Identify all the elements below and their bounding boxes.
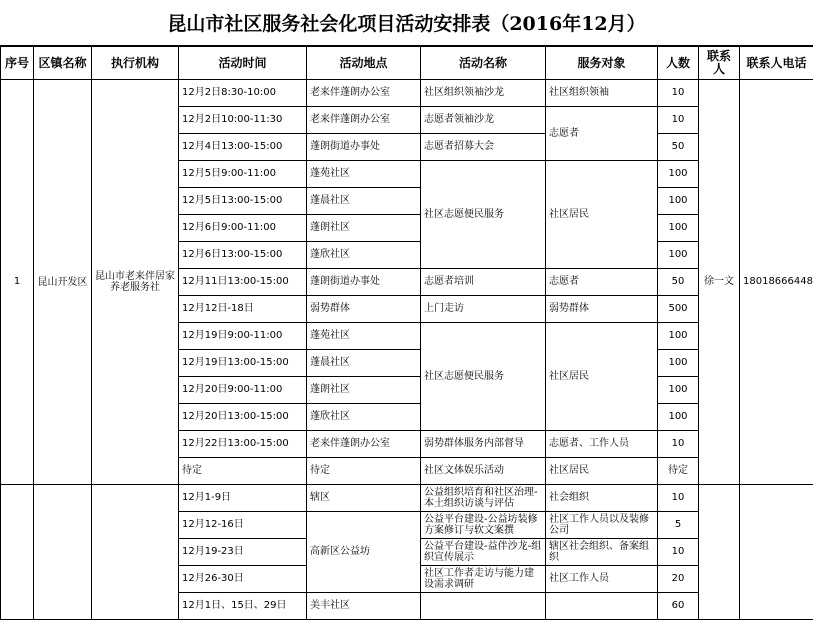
target-cell: 社区居民 [546, 458, 658, 485]
place-cell: 蓬欣社区 [307, 242, 421, 269]
activity-cell: 社区工作者走访与能力建设需求调研 [421, 566, 546, 593]
place-cell: 待定 [307, 458, 421, 485]
time-cell: 12月2日8:30-10:00 [179, 80, 307, 107]
activity-cell: 公益组织培育和社区治理-本土组织访谈与评估 [421, 485, 546, 512]
header-cell: 联系人 [699, 47, 740, 80]
count-cell: 10 [658, 485, 699, 512]
target-cell: 志愿者、工作人员 [546, 431, 658, 458]
activity-cell: 社区志愿便民服务 [421, 161, 546, 269]
time-cell: 12月19日9:00-11:00 [179, 323, 307, 350]
count-cell: 100 [658, 242, 699, 269]
count-cell: 100 [658, 188, 699, 215]
activity-cell: 社区志愿便民服务 [421, 323, 546, 431]
count-cell: 100 [658, 215, 699, 242]
place-cell: 辖区 [307, 485, 421, 512]
place-cell: 蓬苑社区 [307, 161, 421, 188]
activity-cell: 弱势群体服务内部督导 [421, 431, 546, 458]
header-cell: 联系人电话 [740, 47, 813, 80]
count-cell: 100 [658, 161, 699, 188]
count-cell: 100 [658, 350, 699, 377]
place-cell: 高新区公益坊 [307, 512, 421, 593]
activity-cell: 上门走访 [421, 296, 546, 323]
place-cell: 蓬朗社区 [307, 215, 421, 242]
target-cell: 志愿者 [546, 269, 658, 296]
district-cell: 昆山开发区 [34, 80, 92, 485]
place-cell: 老来伴蓬朗办公室 [307, 107, 421, 134]
place-cell: 蓬苑社区 [307, 323, 421, 350]
target-cell: 社会组织 [546, 485, 658, 512]
count-cell: 100 [658, 404, 699, 431]
time-cell: 12月4日13:00-15:00 [179, 134, 307, 161]
count-cell: 50 [658, 269, 699, 296]
count-cell: 10 [658, 80, 699, 107]
time-cell: 12月1-9日 [179, 485, 307, 512]
table-row [1, 485, 813, 512]
header-cell: 活动时间 [179, 47, 307, 80]
time-cell: 12月12-16日 [179, 512, 307, 539]
district-cell [34, 485, 92, 620]
contact-cell [699, 485, 740, 620]
target-cell: 社区组织领袖 [546, 80, 658, 107]
header-cell: 服务对象 [546, 47, 658, 80]
count-cell: 500 [658, 296, 699, 323]
activity-cell: 志愿者领袖沙龙 [421, 107, 546, 134]
header-cell: 序号 [1, 47, 34, 80]
target-cell: 志愿者 [546, 107, 658, 161]
count-cell: 50 [658, 134, 699, 161]
place-cell: 蓬朗街道办事处 [307, 134, 421, 161]
activity-cell: 公益平台建设-益伴沙龙-组织宣传展示 [421, 539, 546, 566]
target-cell: 社区居民 [546, 323, 658, 431]
count-cell: 20 [658, 566, 699, 593]
place-cell: 老来伴蓬朗办公室 [307, 80, 421, 107]
time-cell: 12月1日、15日、29日 [179, 593, 307, 620]
count-cell: 10 [658, 431, 699, 458]
time-cell: 12月5日13:00-15:00 [179, 188, 307, 215]
target-cell: 弱势群体 [546, 296, 658, 323]
header-cell: 活动名称 [421, 47, 546, 80]
phone-cell [740, 485, 813, 620]
target-cell: 社区工作人员 [546, 566, 658, 593]
target-cell: 社区工作人员以及装修公司 [546, 512, 658, 539]
header-cell: 活动地点 [307, 47, 421, 80]
time-cell: 12月6日9:00-11:00 [179, 215, 307, 242]
activity-cell: 社区文体娱乐活动 [421, 458, 546, 485]
count-cell: 60 [658, 593, 699, 620]
org-cell [92, 485, 179, 620]
header-cell: 区镇名称 [34, 47, 92, 80]
time-cell: 待定 [179, 458, 307, 485]
activity-cell [421, 593, 546, 620]
seq-cell: 1 [1, 80, 34, 485]
count-cell: 100 [658, 377, 699, 404]
place-cell: 蓬朗社区 [307, 377, 421, 404]
time-cell: 12月19-23日 [179, 539, 307, 566]
place-cell: 蓬晨社区 [307, 188, 421, 215]
contact-cell: 徐一文 [699, 80, 740, 485]
time-cell: 12月20日9:00-11:00 [179, 377, 307, 404]
time-cell: 12月12日-18日 [179, 296, 307, 323]
place-cell: 老来伴蓬朗办公室 [307, 431, 421, 458]
place-cell: 蓬朗街道办事处 [307, 269, 421, 296]
time-cell: 12月2日10:00-11:30 [179, 107, 307, 134]
page-title: 昆山市社区服务社会化项目活动安排表（2016年12月） [0, 0, 813, 46]
header-cell: 人数 [658, 47, 699, 80]
count-cell: 10 [658, 107, 699, 134]
target-cell [546, 593, 658, 620]
count-cell: 待定 [658, 458, 699, 485]
time-cell: 12月19日13:00-15:00 [179, 350, 307, 377]
header-cell: 执行机构 [92, 47, 179, 80]
target-cell: 辖区社会组织、备案组织 [546, 539, 658, 566]
place-cell: 美丰社区 [307, 593, 421, 620]
count-cell: 5 [658, 512, 699, 539]
place-cell: 蓬晨社区 [307, 350, 421, 377]
place-cell: 蓬欣社区 [307, 404, 421, 431]
count-cell: 10 [658, 539, 699, 566]
place-cell: 弱势群体 [307, 296, 421, 323]
target-cell: 社区居民 [546, 161, 658, 269]
count-cell: 100 [658, 323, 699, 350]
time-cell: 12月26-30日 [179, 566, 307, 593]
time-cell: 12月22日13:00-15:00 [179, 431, 307, 458]
activity-cell: 公益平台建设-公益坊装修方案修订与软文案撰 [421, 512, 546, 539]
time-cell: 12月6日13:00-15:00 [179, 242, 307, 269]
time-cell: 12月20日13:00-15:00 [179, 404, 307, 431]
table-row [1, 80, 813, 107]
phone-cell: 18018666448 [740, 80, 813, 485]
org-cell: 昆山市老来伴居家养老服务社 [92, 80, 179, 485]
time-cell: 12月5日9:00-11:00 [179, 161, 307, 188]
activity-cell: 志愿者招募大会 [421, 134, 546, 161]
time-cell: 12月11日13:00-15:00 [179, 269, 307, 296]
header-row [1, 47, 813, 80]
activity-cell: 志愿者培训 [421, 269, 546, 296]
schedule-table [0, 46, 813, 620]
activity-cell: 社区组织领袖沙龙 [421, 80, 546, 107]
seq-cell [1, 485, 34, 620]
